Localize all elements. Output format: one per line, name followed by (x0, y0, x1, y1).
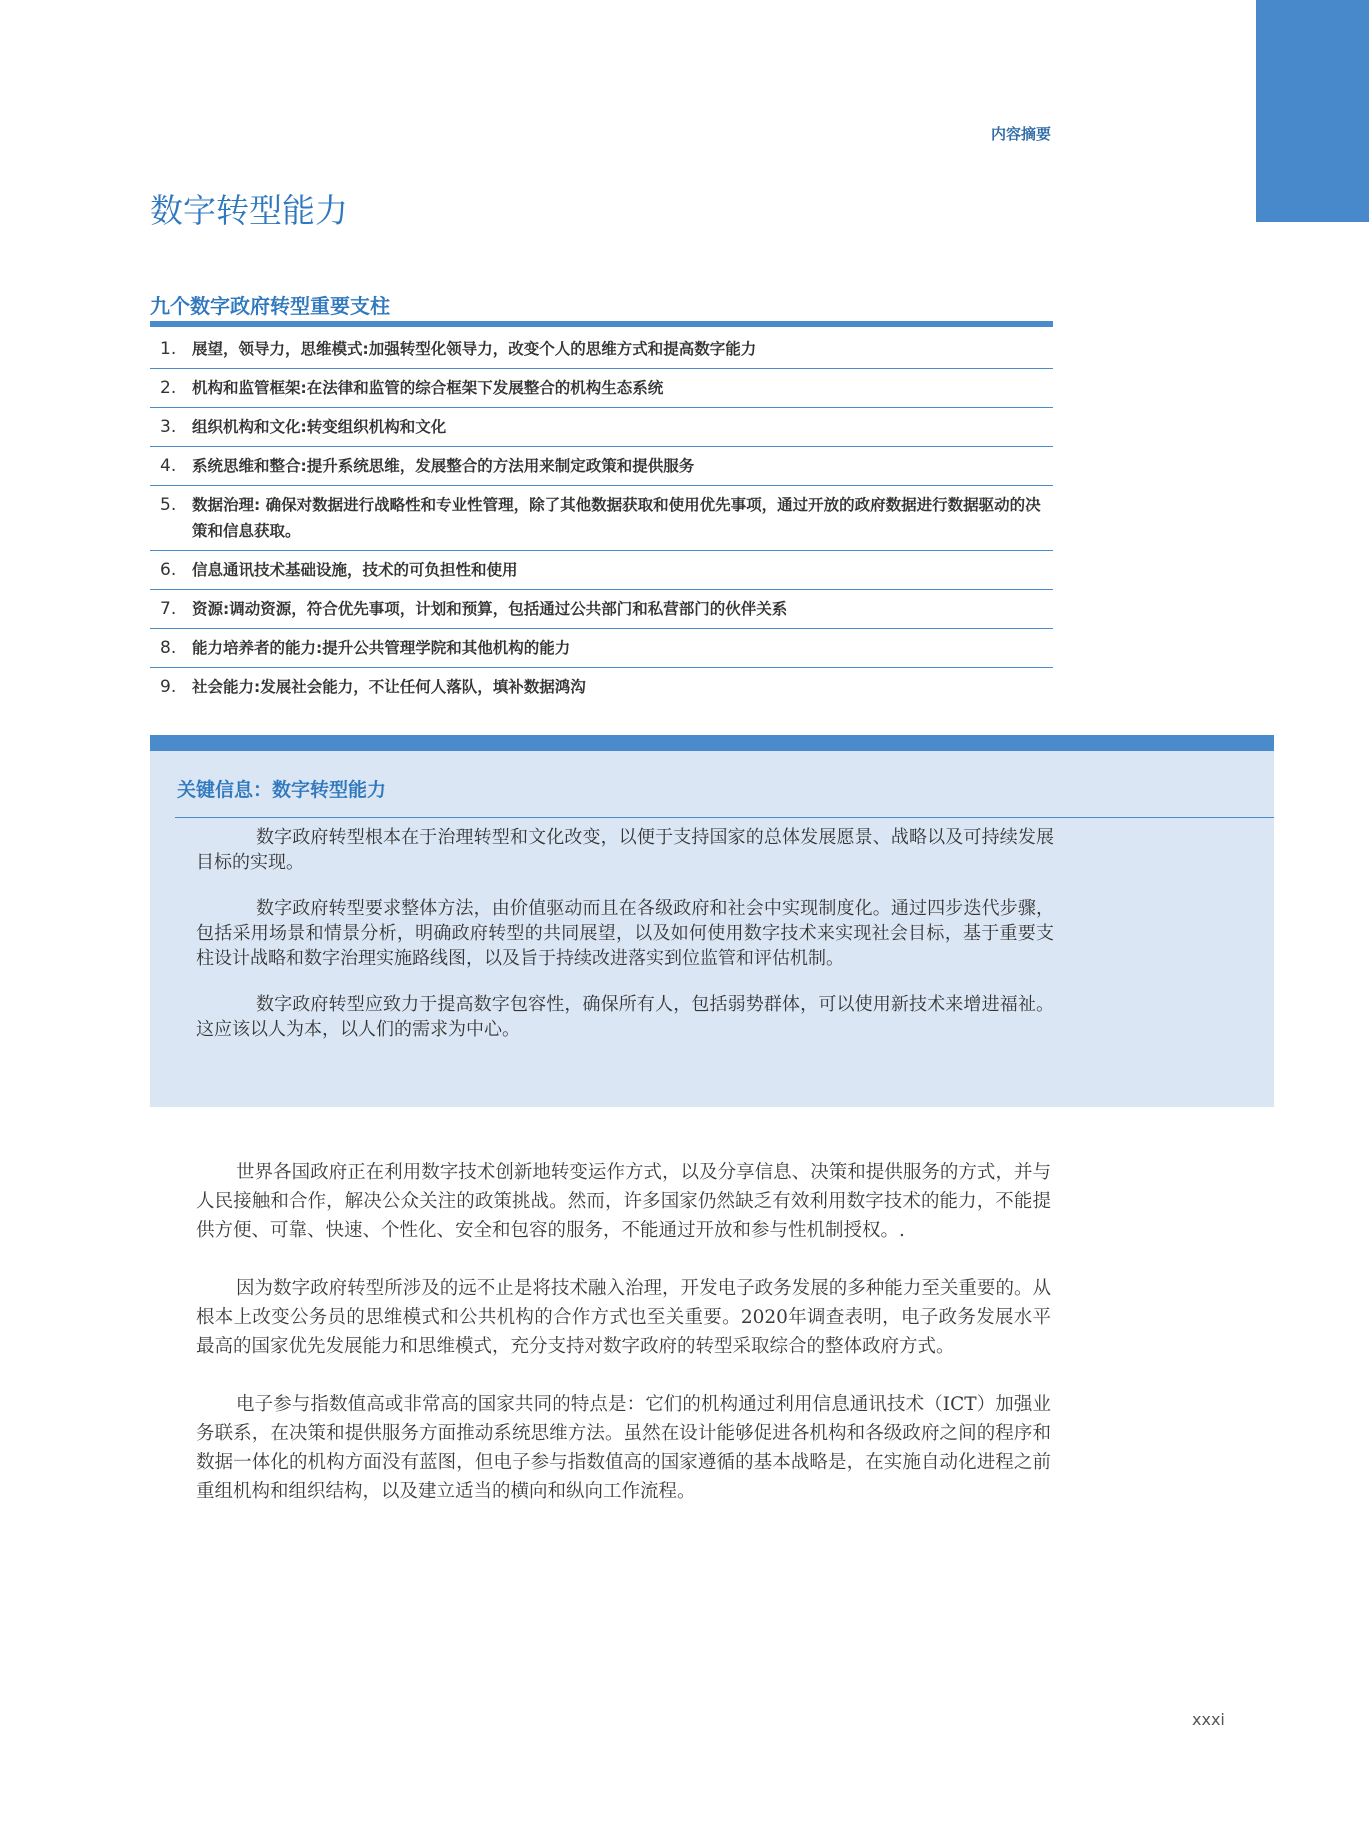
pillar-text: 能力培养者的能力:提升公共管理学院和其他机构的能力 (192, 639, 571, 657)
pillar-item (150, 408, 1053, 447)
key-message-heading: 关键信息：数字转型能力 (177, 779, 387, 801)
pillar-text: 系统思维和整合:提升系统思维，发展整合的方法用来制定政策和提供服务 (192, 457, 695, 475)
page-number: xxxi (1192, 1710, 1225, 1729)
pillar-number: 5. (160, 495, 177, 515)
running-header: 内容摘要 (990, 125, 1051, 143)
key-message-paragraph: 数字政府转型根本在于治理转型和文化改变，以便于支持国家的总体发展愿景、战略以及可持续发展目标的实现。 (196, 827, 1054, 873)
key-message-rule (175, 817, 1274, 818)
pillar-number: 6. (160, 560, 177, 580)
pillar-item (150, 668, 1053, 706)
body-paragraph: 电子参与指数值高或非常高的国家共同的特点是：它们的机构通过利用信息通讯技术（ICT）加强业务联系，在决策和提供服务方面推动系统思维方法。虽然在设计能够促进各机构和各级政府之间的程序和数据一体化的机构方面没有蓝图，但电子参与指数值高的国家遵循的基本战略是，在实施自动化进程之前重组机构和组织结构，以及建立适当的横向和纵向工作流程。 (196, 1394, 1051, 1502)
key-message-body (196, 825, 1054, 1063)
pillar-item (150, 629, 1053, 668)
pillar-item (150, 369, 1053, 408)
pillar-text: 机构和监管框架:在法律和监管的综合框架下发展整合的机构生态系统 (192, 379, 664, 397)
key-message-paragraph: 数字政府转型应致力于提高数字包容性，确保所有人，包括弱势群体，可以使用新技术来增进福祉。这应该以人为本，以人们的需求为中心。 (196, 994, 1054, 1040)
section-color-tab (1256, 0, 1369, 222)
pillar-item (150, 330, 1053, 369)
body-paragraph: 世界各国政府正在利用数字技术创新地转变运作方式，以及分享信息、决策和提供服务的方式，并与人民接触和合作，解决公众关注的政策挑战。然而，许多国家仍然缺乏有效利用数字技术的能力，不能提供方便、可靠、快速、个性化、安全和包容的服务，不能通过开放和参与性机制授权。. (196, 1162, 1051, 1241)
pillar-text: 数据治理: 确保对数据进行战略性和专业性管理，除了其他数据获取和使用优先事项，通过开放的政府数据进行数据驱动的决策和信息获取。 (192, 496, 1041, 540)
pillar-number: 9. (160, 677, 177, 697)
pillar-number: 4. (160, 456, 177, 476)
pillar-text: 组织机构和文化:转变组织机构和文化 (192, 418, 447, 436)
pillar-number: 1. (160, 339, 177, 359)
pillar-number: 8. (160, 638, 177, 658)
pillars-top-rule (150, 321, 1053, 327)
pillar-number: 7. (160, 599, 177, 619)
key-message-box (150, 735, 1274, 1107)
page-title: 数字转型能力 (150, 191, 348, 230)
pillar-text: 资源:调动资源，符合优先事项，计划和预算，包括通过公共部门和私营部门的伙伴关系 (192, 600, 788, 618)
pillar-item (150, 551, 1053, 590)
pillar-text: 信息通讯技术基础设施，技术的可负担性和使用 (192, 561, 518, 579)
pillar-text: 展望，领导力，思维模式:加强转型化领导力，改变个人的思维方式和提高数字能力 (192, 340, 757, 358)
body-paragraph: 因为数字政府转型所涉及的远不止是将技术融入治理，开发电子政务发展的多种能力至关重要的。从根本上改变公务员的思维模式和公共机构的合作方式也至关重要。2020年调查表明，电子政务发展水平最高的国家优先发展能力和思维模式，充分支持对数字政府的转型采取综合的整体政府方式。 (196, 1278, 1051, 1357)
pillar-text: 社会能力:发展社会能力，不让任何人落队，填补数据鸿沟 (192, 678, 586, 696)
pillar-item (150, 486, 1053, 551)
pillars-list (150, 330, 1053, 706)
key-message-paragraph: 数字政府转型要求整体方法，由价值驱动而且在各级政府和社会中实现制度化。通过四步迭代步骤，包括采用场景和情景分析，明确政府转型的共同展望，以及如何使用数字技术来实现社会目标，基于重要支柱设计战略和数字治理实施路线图，以及旨于持续改进落实到位监管和评估机制。 (196, 898, 1054, 969)
pillar-item (150, 447, 1053, 486)
pillar-number: 2. (160, 378, 177, 398)
pillars-heading: 九个数字政府转型重要支柱 (150, 294, 390, 318)
pillar-item (150, 590, 1053, 629)
pillar-number: 3. (160, 417, 177, 437)
body-text (196, 1158, 1051, 1535)
